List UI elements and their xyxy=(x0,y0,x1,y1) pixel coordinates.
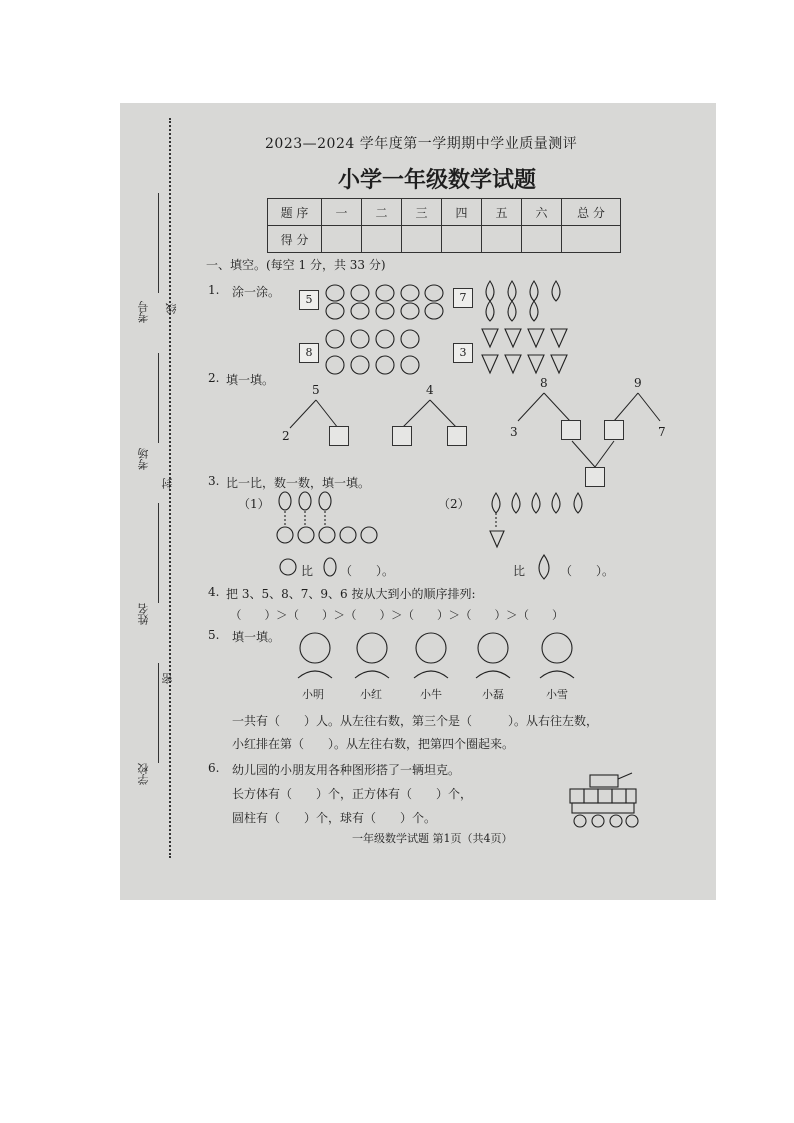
score-cell: 五 xyxy=(482,199,522,226)
match-dotted-lines xyxy=(285,511,496,527)
exam-title: 小学一年级数学试题 xyxy=(338,168,537,193)
q1-number: 1. xyxy=(208,283,220,297)
bond-answer-box[interactable] xyxy=(604,420,624,440)
kid-name: 小明 xyxy=(302,688,324,701)
bond-top-4: 4 xyxy=(426,383,434,397)
name-label: 姓名 xyxy=(137,603,150,625)
q1-count-box: 7 xyxy=(453,288,473,308)
exam-drawings xyxy=(120,103,716,900)
peach-icon-group xyxy=(326,285,443,319)
q4-answer-row[interactable]: （ ）＞（ ）＞（ ）＞（ ）＞（ ）＞（ ） xyxy=(230,608,564,622)
q1-count-box: 3 xyxy=(453,343,473,363)
q3-part2-label: （2） xyxy=(438,497,470,511)
q6-line2: 圆柱有（ ）个，球有（ ）个。 xyxy=(232,811,437,825)
pear-icon-group xyxy=(486,281,560,321)
bond-part-7: 7 xyxy=(658,425,666,439)
exam-photo xyxy=(120,103,716,900)
bond-answer-box[interactable] xyxy=(561,420,581,440)
q5-number: 5. xyxy=(208,628,220,642)
bond-answer-box[interactable] xyxy=(392,426,412,446)
q3-answer-paren[interactable]: （ ）。 xyxy=(340,564,395,578)
score-cell: 三 xyxy=(402,199,442,226)
tank-icon xyxy=(570,773,638,827)
bond-answer-box[interactable] xyxy=(585,467,605,487)
bond-answer-box[interactable] xyxy=(329,426,349,446)
q5-line2: 小红排在第（ ）。从左往右数，把第四个圈起来。 xyxy=(232,737,515,751)
q3-compare-word: 比 xyxy=(513,564,526,578)
q3-compare-word: 比 xyxy=(301,564,314,578)
kid-name: 小红 xyxy=(360,688,382,701)
exam-no-label: 考号 xyxy=(137,301,150,323)
score-cell: 总 分 xyxy=(562,199,621,226)
page-footer: 一年级数学试题 第1页（共4页） xyxy=(352,832,513,845)
bond-top-8: 8 xyxy=(540,376,548,390)
bond-top-9: 9 xyxy=(634,376,642,390)
exam-header: 2023—2024 学年度第一学期期中学业质量测评 xyxy=(265,136,578,152)
q6-line1: 长方体有（ ）个，正方体有（ ）个， xyxy=(232,787,473,801)
bond-part-2: 2 xyxy=(282,429,290,443)
bond-answer-box[interactable] xyxy=(447,426,467,446)
binding-line-mark: 线 xyxy=(165,303,178,314)
q5-text: 填一填。 xyxy=(232,630,281,644)
q3-number: 3. xyxy=(208,474,220,488)
q6-number: 6. xyxy=(208,761,220,775)
q1-text: 涂一涂。 xyxy=(232,285,281,299)
room-label: 考场 xyxy=(137,448,150,470)
q1-count-box: 5 xyxy=(299,290,319,310)
child-face-icon-group xyxy=(298,633,574,678)
q2-number: 2. xyxy=(208,371,220,385)
bond-top-5: 5 xyxy=(312,383,320,397)
q4-number: 4. xyxy=(208,585,220,599)
score-cell: 二 xyxy=(362,199,402,226)
score-cell: 题 序 xyxy=(268,199,322,226)
binding-seal-mark: 封 xyxy=(161,478,174,489)
q6-text: 幼儿园的小朋友用各种图形搭了一辆坦克。 xyxy=(232,763,461,777)
bond-part-3: 3 xyxy=(510,425,518,439)
school-label: 学校 xyxy=(137,763,150,785)
q5-line1: 一共有（ ）人。从左往右数，第三个是（ ）。从右往左数， xyxy=(232,714,599,728)
kid-name: 小磊 xyxy=(482,688,504,701)
section1-heading: 一、填空。(每空 1 分，共 33 分) xyxy=(206,258,386,272)
q3-text: 比一比，数一数，填一填。 xyxy=(226,476,371,490)
dragonfruit-icon xyxy=(490,531,504,547)
strawberry-icon-group xyxy=(482,329,567,373)
score-cell: 一 xyxy=(322,199,362,226)
score-row-label: 得 分 xyxy=(268,226,322,253)
q4-text: 把 3、5、8、7、9、6 按从大到小的顺序排列: xyxy=(226,587,476,601)
score-cell: 四 xyxy=(442,199,482,226)
q1-count-box: 8 xyxy=(299,343,319,363)
kid-name: 小牛 xyxy=(420,688,442,701)
q3-answer-paren[interactable]: （ ）。 xyxy=(560,564,615,578)
kid-name: 小雪 xyxy=(546,688,568,701)
q2-text: 填一填。 xyxy=(226,373,275,387)
q3-part1-label: （1） xyxy=(238,497,270,511)
score-cell: 六 xyxy=(522,199,562,226)
apple-icon-group xyxy=(326,330,419,374)
binding-close-mark: 密 xyxy=(161,673,174,684)
